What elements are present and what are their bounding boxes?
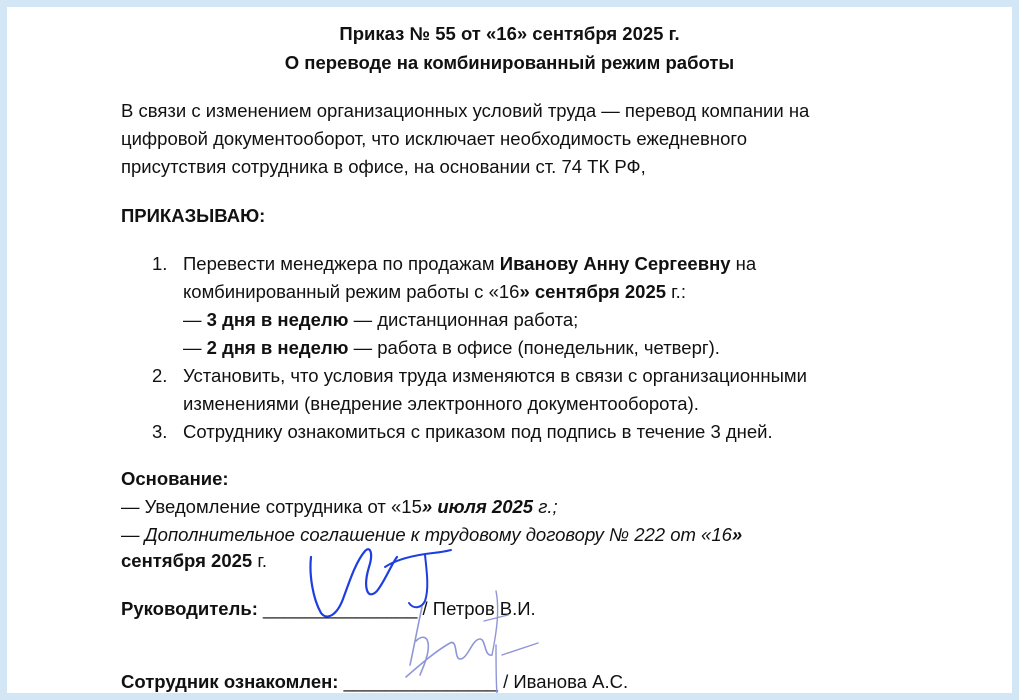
item-3-number: 3. (152, 421, 168, 442)
agreement-date: сентября 2025 (121, 550, 253, 571)
office-days: 2 дня в неделю (206, 337, 349, 358)
item-1-line-2 (183, 278, 686, 306)
preamble-line-2: цифровой документооборот, что исключает необходимость ежедневного (121, 128, 748, 149)
text-fragment: — (183, 309, 207, 330)
item-2-line-2: изменениями (внедрение электронного документооборота). (183, 393, 699, 414)
order-subtitle: О переводе на комбинированный режим работы (284, 52, 735, 73)
item-1-line-3 (183, 306, 578, 334)
text-fragment: — (121, 524, 145, 545)
text-fragment: комбинированный режим работы с «16 (183, 281, 520, 302)
employee-signature-icon (392, 585, 542, 697)
basis-heading: Основание: (121, 468, 229, 489)
preamble-line-3: присутствия сотрудника в офисе, на основании ст. 74 ТК РФ, (121, 156, 646, 177)
text-fragment: г.; (533, 496, 558, 517)
order-word: ПРИКАЗЫВАЮ: (121, 205, 266, 226)
remote-days: 3 дня в неделю (206, 309, 349, 330)
basis-line-1 (121, 493, 558, 521)
employee-label: Сотрудник ознакомлен: (121, 671, 339, 692)
order-title: Приказ № 55 от «16» сентября 2025 г. (339, 23, 680, 44)
head-name: / Петров В.И. (417, 598, 536, 619)
preamble-line-1: В связи с изменением организационных условий труда — перевод компании на (121, 100, 810, 121)
text-fragment: на (730, 253, 757, 274)
effective-date: » сентября 2025 (519, 281, 667, 302)
text-fragment: — (183, 337, 207, 358)
text-fragment: — работа в офисе (понедельник, четверг). (348, 337, 720, 358)
item-2-line-1: Установить, что условия труда изменяются в связи с организационными (183, 365, 807, 386)
head-label: Руководитель: (121, 598, 258, 619)
text-fragment: г. (252, 550, 267, 571)
item-2-number: 2. (152, 365, 168, 386)
employee-ack-name: / Иванова А.С. (497, 671, 629, 692)
basis-line-3 (121, 547, 267, 575)
item-1-line-1 (183, 250, 756, 278)
agreement-reference: Дополнительное соглашение к трудовому договору № 222 от «16 (144, 524, 732, 545)
item-1-line-4 (183, 334, 720, 362)
notice-date: » июля 2025 (421, 496, 534, 517)
employee-signature-line (121, 668, 628, 696)
text-fragment: » (731, 524, 743, 545)
item-3-line-1: Сотруднику ознакомиться с приказом под подпись в течение 3 дней. (183, 421, 773, 442)
employee-name: Иванову Анну Сергеевну (499, 253, 731, 274)
text-fragment: Перевести менеджера по продажам (183, 253, 500, 274)
text-fragment: — Уведомление сотрудника от «15 (121, 496, 422, 517)
signature-blank: _______________ (263, 598, 418, 619)
text-fragment: — дистанционная работа; (348, 309, 579, 330)
item-1-number: 1. (152, 253, 168, 274)
text-fragment: г.: (666, 281, 686, 302)
signature-blank: _______________ (343, 671, 498, 692)
